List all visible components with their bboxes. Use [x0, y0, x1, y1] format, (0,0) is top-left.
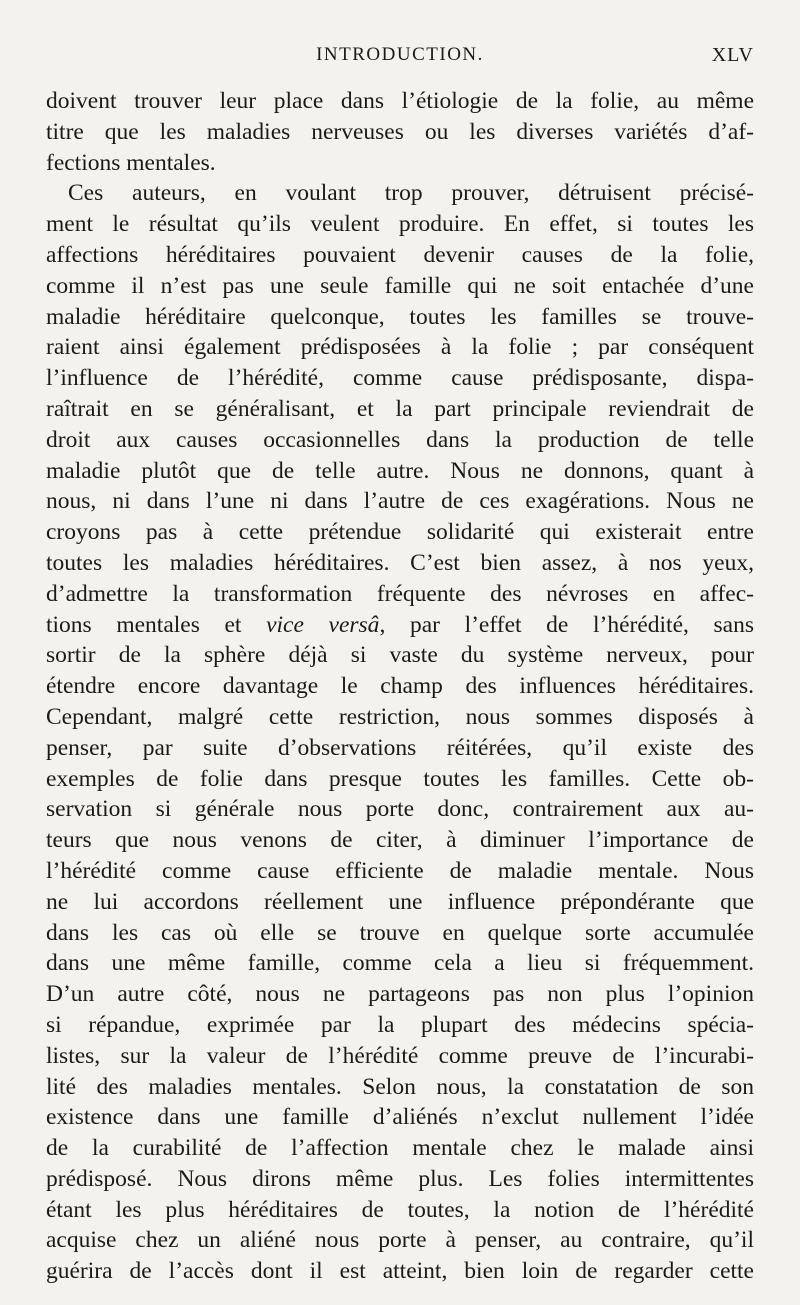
- page-number: XLV: [711, 44, 754, 66]
- text-line: dans les cas où elle se trouve en quelque sorte accumulée: [46, 919, 754, 946]
- text-line: [46, 610, 754, 641]
- text-line: maladie plutôt que de telle autre. Nous ne donnons, quant à: [46, 457, 754, 484]
- running-title: INTRODUCTION.: [316, 44, 484, 65]
- text-segment: tions mentales et: [46, 611, 267, 638]
- text-line: étant les plus héréditaires de toutes, la notion de l’hérédité: [46, 1196, 754, 1223]
- text-line: penser, par suite d’observations réitérées, qu’il existe des: [46, 734, 754, 761]
- text-line: prédisposé. Nous dirons même plus. Les folies intermittentes: [46, 1165, 754, 1192]
- text-line: servation si générale nous porte donc, contrairement aux au-: [46, 796, 754, 823]
- text-line: doivent trouver leur place dans l’étiologie de la folie, au même: [46, 88, 754, 114]
- text-line: raîtrait en se généralisant, et la part principale reviendrait de: [46, 395, 754, 422]
- italic-phrase: vice versâ: [266, 611, 380, 638]
- text-line: de la curabilité de l’affection mentale chez le malade ainsi: [46, 1135, 754, 1162]
- text-line: toutes les maladies héréditaires. C’est bien assez, à nos yeux,: [46, 549, 754, 576]
- text-line: l’influence de l’hérédité, comme cause prédisposante, dispa-: [46, 365, 754, 392]
- body-text: [46, 86, 754, 1287]
- text-line: acquise chez un aliéné nous porte à penser, au contraire, qu’il: [46, 1227, 754, 1254]
- text-line: sortir de la sphère déjà si vaste du système nerveux, pour: [46, 642, 754, 669]
- text-line: maladie héréditaire quelconque, toutes les familles se trouve-: [46, 303, 754, 330]
- text-line: fections mentales.: [46, 149, 216, 176]
- running-head: [46, 44, 754, 74]
- text-line: droit aux causes occasionnelles dans la production de telle: [46, 426, 754, 453]
- text-line: D’un autre côté, nous ne partageons pas non plus l’opinion: [46, 981, 754, 1008]
- text-line: l’hérédité comme cause efficiente de maladie mentale. Nous: [46, 857, 754, 884]
- text-line: d’admettre la transformation fréquente des névroses en affec-: [46, 580, 754, 607]
- text-line: existence dans une famille d’aliénés n’exclut nullement l’idée: [46, 1104, 754, 1131]
- text-line: listes, sur la valeur de l’hérédité comme preuve de l’incurabi-: [46, 1042, 754, 1069]
- text-line: ne lui accordons réellement une influence prépondérante que: [46, 888, 754, 915]
- text-line: étendre encore davantage le champ des influences héréditaires.: [46, 673, 754, 700]
- text-line: Ces auteurs, en voulant trop prouver, détruisent précisé-: [68, 180, 754, 207]
- text-line: lité des maladies mentales. Selon nous, la constatation de son: [46, 1073, 754, 1100]
- text-line: croyons pas à cette prétendue solidarité qui existerait entre: [46, 519, 754, 546]
- text-line: affections héréditaires pouvaient devenir causes de la folie,: [46, 241, 754, 268]
- text-line: titre que les maladies nerveuses ou les diverses variétés d’af-: [46, 118, 754, 145]
- text-line: ment le résultat qu’ils veulent produire. En effet, si toutes les: [46, 211, 754, 238]
- text-line: si répandue, exprimée par la plupart des médecins spécia-: [46, 1011, 754, 1038]
- text-line: Cependant, malgré cette restriction, nous sommes disposés à: [46, 703, 754, 730]
- text-segment: , par l’effet de l’hérédité, sans: [379, 611, 754, 638]
- text-line: raient ainsi également prédisposées à la folie ; par conséquent: [46, 334, 754, 361]
- text-line: dans une même famille, comme cela a lieu si fréquemment.: [46, 950, 754, 977]
- text-line: exemples de folie dans presque toutes les familles. Cette ob-: [46, 765, 754, 792]
- text-line: nous, ni dans l’une ni dans l’autre de ces exagérations. Nous ne: [46, 488, 754, 515]
- text-line: comme il n’est pas une seule famille qui ne soit entachée d’une: [46, 272, 754, 299]
- text-line: teurs que nous venons de citer, à diminuer l’importance de: [46, 827, 754, 854]
- text-line: guérira de l’accès dont il est atteint, bien loin de regarder cette: [46, 1258, 754, 1285]
